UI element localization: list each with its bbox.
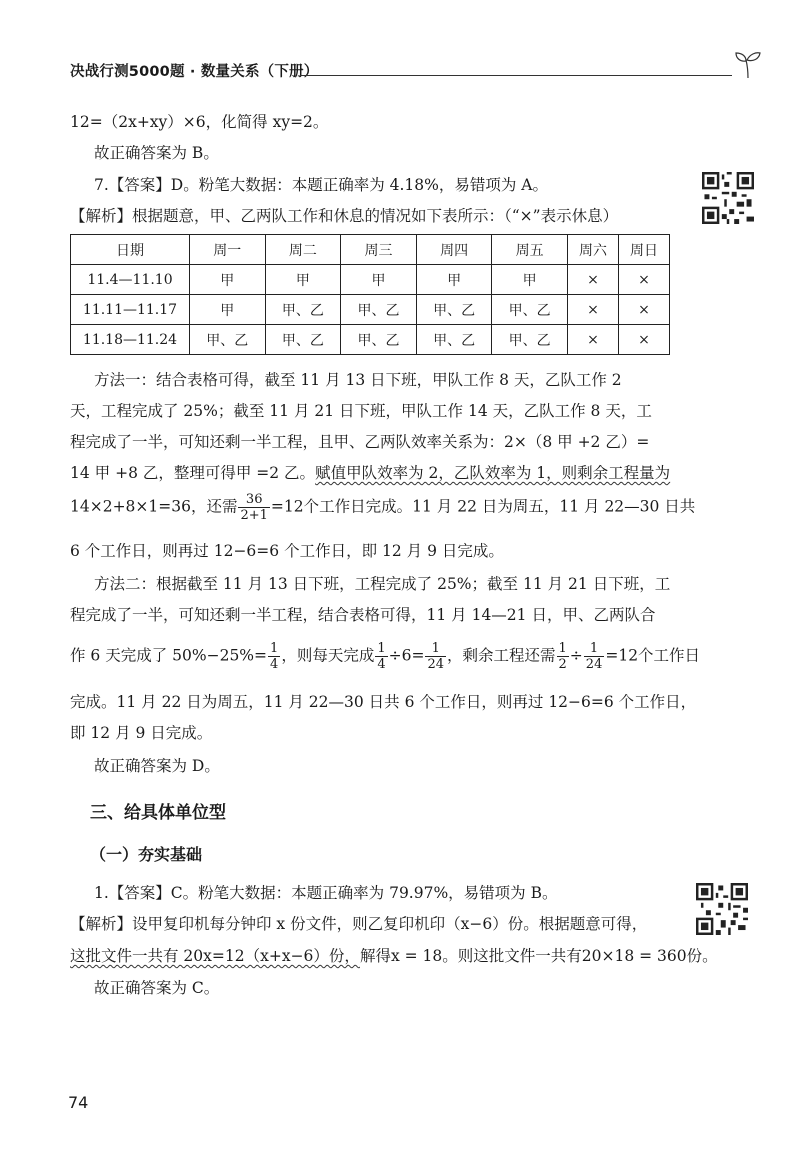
q1-answer: 1.【答案】C。粉笔大数据：本题正确率为 79.97%，易错项为 B。	[94, 884, 558, 902]
method2-line: 完成。11 月 22 日为周五，11 月 22—30 日共 6 个工作日，则再过 12−6=6 个工作日，	[70, 693, 697, 711]
denominator: 24	[585, 657, 603, 672]
method1-line: 6 个工作日，则再过 12−6=6 个工作日，即 12 月 9 日完成。	[70, 542, 504, 560]
method1-line: 方法一：结合表格可得，截至 11 月 13 日下班，甲队工作 8 天，乙队工作 2	[94, 371, 622, 389]
table-header-cell: 周日	[618, 235, 669, 265]
table-header-cell: 周五	[492, 235, 568, 265]
answer-conclusion: 故正确答案为 D。	[94, 757, 220, 775]
table-cell: 甲、乙	[265, 295, 341, 325]
method1-text: 14 甲 +8 乙，整理可得甲 =2 乙。	[70, 464, 316, 482]
denominator: 24	[427, 657, 444, 672]
subsection-title: （一）夯实基础	[90, 845, 203, 864]
table-cell: 甲、乙	[190, 325, 266, 355]
method1-line: 天，工程完成了 25%；截至 11 月 21 日下班，甲队工作 14 天，乙队工作 8 天，工	[70, 402, 652, 420]
table-header-cell: 周三	[341, 235, 417, 265]
method2-text: ，则每天完成	[281, 646, 375, 665]
fraction	[557, 641, 569, 672]
method1-emphasis: 赋值甲队效率为 2，乙队效率为 1，则剩余工程量为	[315, 464, 671, 482]
table-cell: ×	[567, 325, 618, 355]
method2-line	[70, 641, 700, 672]
table-row	[71, 265, 670, 295]
method2-text: =12个工作日	[605, 646, 701, 665]
table-cell: 甲、乙	[416, 295, 492, 325]
table-cell: 甲、乙	[341, 295, 417, 325]
table-cell: ×	[567, 265, 618, 295]
table-cell: 11.18—11.24	[71, 325, 190, 355]
fraction	[584, 641, 605, 672]
table-cell: ×	[618, 265, 669, 295]
qr-code-icon[interactable]	[702, 172, 754, 224]
method1-line	[70, 492, 695, 523]
page-number: 74	[68, 1093, 89, 1112]
table-header-cell: 日期	[71, 235, 190, 265]
table-cell: 甲、乙	[416, 325, 492, 355]
table-cell: 甲	[190, 295, 266, 325]
table-cell: ×	[618, 295, 669, 325]
method2-line: 方法二：根据截至 11 月 13 日下班，工程完成了 25%；截至 11 月 21 日下班，工	[94, 575, 671, 593]
table-cell: 甲	[341, 265, 417, 295]
section-title: 三、给具体单位型	[90, 803, 226, 823]
numerator: 1	[558, 641, 567, 656]
method1-text: =12个工作日完成。11 月 22 日为周五，11 月 22—30 日共	[270, 497, 696, 516]
method2-text: ，剩余工程还需	[447, 646, 556, 665]
method1-line: 程完成了一半，可知还剩一半工程，且甲、乙两队效率关系为：2×（8 甲 +2 乙）=	[70, 433, 650, 451]
q1-analysis	[70, 946, 718, 966]
numerator: 1	[584, 641, 605, 657]
table-cell: 甲、乙	[492, 295, 568, 325]
q1-analysis: 【解析】设甲复印机每分钟印 x 份文件，则乙复印机印（x−6）份。根据题意可得，	[70, 915, 648, 933]
table-cell: 甲	[190, 265, 266, 295]
table-cell: ×	[618, 325, 669, 355]
method1-text: 14×2+8×1=36，还需	[70, 497, 238, 516]
denominator: 2+1	[240, 508, 268, 523]
table-header-cell: 周二	[265, 235, 341, 265]
method2-line: 即 12 月 9 日完成。	[70, 724, 213, 742]
method1-line	[70, 463, 670, 483]
fraction	[238, 492, 269, 523]
qr-code-icon[interactable]	[696, 883, 748, 935]
denominator: 4	[270, 657, 279, 672]
answer-conclusion: 故正确答案为 B。	[94, 144, 219, 162]
method2-text: ÷6=	[388, 646, 425, 665]
fraction	[425, 641, 446, 672]
numerator: 1	[270, 641, 279, 656]
fraction	[268, 641, 280, 672]
table-cell: 甲、乙	[265, 325, 341, 355]
denominator: 2	[558, 657, 567, 672]
table-cell: ×	[567, 295, 618, 325]
table-row	[71, 295, 670, 325]
running-header: 决战行测5000题 · 数量关系（下册）	[70, 64, 319, 80]
table-row	[71, 325, 670, 355]
q1-emphasis: 这批文件一共有 20x=12（x+x−6）份，	[70, 947, 360, 965]
table-cell: 甲、乙	[492, 325, 568, 355]
method2-line: 程完成了一半，可知还剩一半工程，结合表格可得，11 月 14—21 日，甲、乙两队合	[70, 606, 656, 624]
table-header-cell: 周四	[416, 235, 492, 265]
sprout-icon	[734, 50, 762, 80]
schedule-table	[70, 234, 670, 355]
q7-answer: 7.【答案】D。粉笔大数据：本题正确率为 4.18%，易错项为 A。	[94, 176, 549, 194]
table-cell: 甲	[416, 265, 492, 295]
answer-conclusion: 故正确答案为 C。	[94, 979, 220, 997]
table-header-cell: 周六	[567, 235, 618, 265]
table-cell: 甲	[265, 265, 341, 295]
table-header-cell: 周一	[190, 235, 266, 265]
equation-line: 12=（2x+xy）×6，化简得 xy=2。	[70, 113, 329, 131]
table-header-row	[71, 235, 670, 265]
table-cell: 11.4—11.10	[71, 265, 190, 295]
q7-analysis: 【解析】根据题意，甲、乙两队工作和休息的情况如下表所示：（“×”表示休息）	[70, 207, 619, 225]
numerator: 36	[238, 492, 269, 508]
denominator: 4	[377, 657, 386, 672]
q1-text: 解得x = 18。则这批文件一共有20×18 = 360份。	[359, 947, 718, 965]
table-cell: 甲、乙	[341, 325, 417, 355]
numerator: 1	[425, 641, 446, 657]
table-cell: 甲	[492, 265, 568, 295]
method2-text: 作 6 天完成了 50%−25%=	[70, 646, 268, 665]
table-cell: 11.11—11.17	[71, 295, 190, 325]
header-rule	[300, 75, 732, 76]
method2-text: ÷	[569, 646, 583, 665]
fraction	[375, 641, 387, 672]
numerator: 1	[377, 641, 386, 656]
